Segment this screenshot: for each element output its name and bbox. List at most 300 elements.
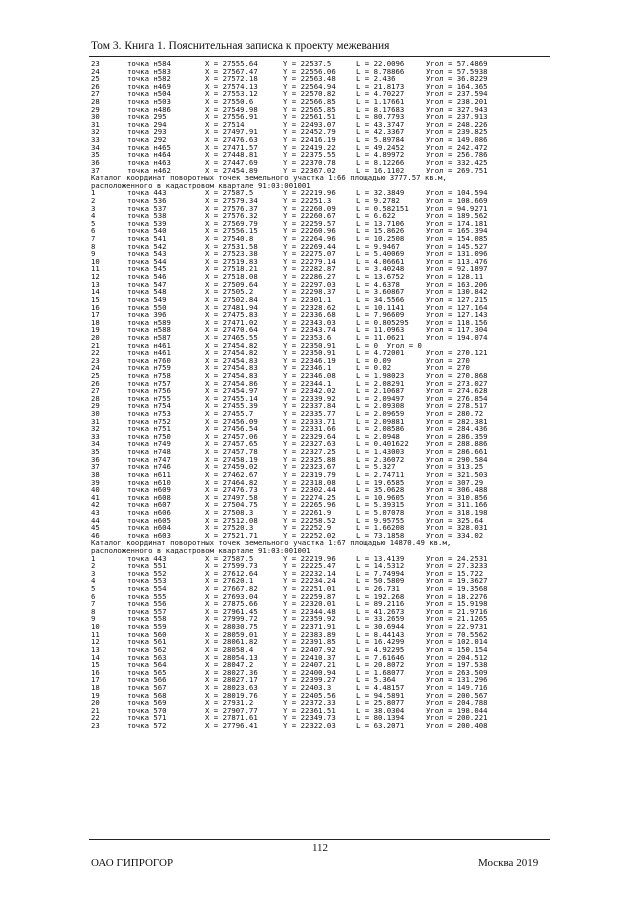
coord-x: X = 27523.38 — [205, 249, 258, 259]
coord-y: Y = 22260.96 — [283, 226, 336, 236]
coord-y: Y = 22259.57 — [283, 218, 336, 228]
segment-length: L = 15.8626 — [356, 226, 405, 236]
direction-angle: Угол = 131.296 — [426, 675, 488, 685]
direction-angle: Угол = 286.661 — [426, 447, 488, 457]
coord-y: Y = 22269.44 — [283, 241, 336, 251]
point-number: 21 — [91, 705, 100, 715]
segment-length: L = 1.68077 — [356, 667, 405, 677]
coord-x: X = 27875.66 — [205, 599, 258, 609]
coord-y: Y = 22400.94 — [283, 667, 336, 677]
coord-y: Y = 22327.63 — [283, 439, 336, 449]
point-number: 5 — [91, 218, 96, 228]
direction-angle: Угол = 239.825 — [426, 127, 488, 137]
direction-angle: Угол = 313.25 — [426, 462, 484, 472]
direction-angle: Угол = 165.394 — [426, 226, 488, 236]
coord-x: X = 27476.73 — [205, 485, 258, 495]
coord-y: Y = 22371.91 — [283, 622, 336, 632]
direction-angle: Угол = 145.527 — [426, 241, 488, 251]
direction-angle: Угол = 154.085 — [426, 234, 488, 244]
point-number: 35 — [91, 447, 100, 457]
point-name: точка 539 — [127, 218, 167, 228]
point-name: точка 396 — [127, 310, 167, 320]
segment-length: L = 5.364 — [356, 675, 396, 685]
direction-angle: Угол = 290.584 — [426, 454, 488, 464]
point-name: точка 443 — [127, 188, 167, 198]
coord-x: X = 27454.83 — [205, 355, 258, 365]
point-name: точка 562 — [127, 644, 167, 654]
point-number: 23 — [91, 355, 100, 365]
point-name: точка н461 — [127, 348, 171, 358]
segment-length: L = 5.07078 — [356, 507, 405, 517]
coord-x: X = 27454.82 — [205, 348, 258, 358]
coord-y: Y = 22383.89 — [283, 629, 336, 639]
point-number: 44 — [91, 515, 100, 525]
point-name: точка 547 — [127, 279, 167, 289]
coord-x: X = 27447.69 — [205, 157, 258, 167]
coord-y: Y = 22219.96 — [283, 553, 336, 563]
point-number: 31 — [91, 416, 100, 426]
direction-angle: Угол = 325.64 — [426, 515, 484, 525]
point-name: точка 443 — [127, 553, 167, 563]
point-name: точка н746 — [127, 462, 171, 472]
point-number: 12 — [91, 272, 100, 282]
direction-angle: Угол = 27.3233 — [426, 561, 488, 571]
segment-length: L = 13.6752 — [356, 272, 405, 282]
point-name: точка 543 — [127, 249, 167, 259]
point-number: 26 — [91, 378, 100, 388]
coord-x: X = 27620.1 — [205, 576, 254, 586]
point-number: 19 — [91, 690, 100, 700]
segment-length: L = 25.8077 — [356, 698, 405, 708]
point-name: точка 292 — [127, 135, 167, 145]
point-number: 43 — [91, 507, 100, 517]
direction-angle: Угол = 15.9198 — [426, 599, 488, 609]
coord-x: X = 27464.82 — [205, 477, 258, 487]
segment-length: L = 3.60867 — [356, 287, 405, 297]
point-number: 28 — [91, 97, 100, 107]
point-name: точка н587 — [127, 332, 171, 342]
coord-y: Y = 22252.02 — [283, 530, 336, 540]
segment-length: L = 0 Угол = 0 — [356, 340, 422, 350]
direction-angle: Угол = 311.166 — [426, 500, 488, 510]
point-name: точка н611 — [127, 469, 171, 479]
coord-y: Y = 22327.25 — [283, 447, 336, 457]
direction-angle: Угол = 127.164 — [426, 302, 488, 312]
coord-x: X = 27576.37 — [205, 203, 258, 213]
coord-x: X = 27567.47 — [205, 66, 258, 76]
point-number: 42 — [91, 500, 100, 510]
point-number: 10 — [91, 622, 100, 632]
point-name: точка н584 — [127, 59, 171, 68]
segment-length: L = 8.78866 — [356, 66, 405, 76]
segment-length: L = 41.2673 — [356, 606, 405, 616]
point-name: точка н607 — [127, 500, 171, 510]
direction-angle: Угол = 19.3627 — [426, 576, 488, 586]
coord-y: Y = 22344.48 — [283, 606, 336, 616]
point-name: точка н758 — [127, 370, 171, 380]
coord-x: X = 27481.94 — [205, 302, 258, 312]
point-name: точка н463 — [127, 157, 171, 167]
segment-length: L = 6.622 — [356, 211, 396, 221]
point-number: 26 — [91, 81, 100, 91]
coord-x: X = 27454.86 — [205, 378, 258, 388]
point-name: точка 550 — [127, 302, 167, 312]
point-name: точка н465 — [127, 142, 171, 152]
direction-angle: Угол = 278.517 — [426, 401, 488, 411]
coord-x: X = 27454.82 — [205, 340, 258, 350]
segment-length: L = 49.2452 — [356, 142, 405, 152]
coord-y: Y = 22419.22 — [283, 142, 336, 152]
direction-angle: Угол = 131.096 — [426, 249, 488, 259]
coord-y: Y = 22343.74 — [283, 325, 336, 335]
segment-length: L = 9.9467 — [356, 241, 400, 251]
point-name: точка 558 — [127, 614, 167, 624]
coord-x: X = 27531.58 — [205, 241, 258, 251]
coord-y: Y = 22367.02 — [283, 165, 336, 175]
point-name: точка н759 — [127, 363, 171, 373]
coord-x: X = 27579.34 — [205, 195, 258, 205]
coord-x: X = 27509.64 — [205, 279, 258, 289]
coord-y: Y = 22565.85 — [283, 104, 336, 114]
coord-x: X = 27796.41 — [205, 721, 258, 731]
segment-length: L = 10.9605 — [356, 492, 405, 502]
coord-x: X = 27667.82 — [205, 584, 258, 594]
coord-y: Y = 22329.64 — [283, 431, 336, 441]
coord-y: Y = 22225.47 — [283, 561, 336, 571]
point-number: 22 — [91, 713, 100, 723]
point-name: точка 571 — [127, 713, 167, 723]
point-number: 33 — [91, 135, 100, 145]
coord-x: X = 27505.2 — [205, 287, 254, 297]
coord-y: Y = 22350.91 — [283, 348, 336, 358]
point-number: 7 — [91, 234, 96, 244]
segment-length: L = 4.89972 — [356, 150, 405, 160]
point-number: 19 — [91, 325, 100, 335]
point-name: точка н464 — [127, 150, 171, 160]
direction-angle: Угол = 286.359 — [426, 431, 488, 441]
segment-length: L = 13.7106 — [356, 218, 405, 228]
coord-x: X = 27569.79 — [205, 218, 258, 228]
coord-y: Y = 22320.01 — [283, 599, 336, 609]
point-number: 8 — [91, 241, 96, 251]
segment-length: L = 3.40248 — [356, 264, 405, 274]
point-name: точка 572 — [127, 721, 167, 731]
point-number: 32 — [91, 127, 100, 137]
point-number: 36 — [91, 454, 100, 464]
direction-angle: Угол = 128.11 — [426, 272, 484, 282]
point-name: точка 559 — [127, 622, 167, 632]
coord-x: X = 27454.89 — [205, 165, 258, 175]
point-number: 45 — [91, 523, 100, 533]
direction-angle: Угол = 164.365 — [426, 81, 488, 91]
coord-y: Y = 22319.79 — [283, 469, 336, 479]
point-name: точка 541 — [127, 234, 167, 244]
coord-y: Y = 22375.55 — [283, 150, 336, 160]
direction-angle: Угол = 21.1265 — [426, 614, 488, 624]
point-number: 7 — [91, 599, 96, 609]
coord-x: X = 27587.5 — [205, 188, 254, 198]
segment-length: L = 16.1102 — [356, 165, 405, 175]
point-number: 25 — [91, 370, 100, 380]
coord-x: X = 28054.13 — [205, 652, 258, 662]
segment-length: L = 50.5809 — [356, 576, 405, 586]
point-number: 2 — [91, 561, 96, 571]
direction-angle: Угол = 194.074 — [426, 332, 488, 342]
point-name: точка 553 — [127, 576, 167, 586]
point-name: точка 555 — [127, 591, 167, 601]
point-number: 24 — [91, 66, 100, 76]
direction-angle: Угол = 273.027 — [426, 378, 488, 388]
coord-x: X = 28047.2 — [205, 660, 254, 670]
point-number: 24 — [91, 363, 100, 373]
segment-length: L = 63.2071 — [356, 721, 405, 731]
direction-angle: Угол = 237.913 — [426, 112, 488, 122]
point-number: 37 — [91, 462, 100, 472]
coord-x: X = 27518.08 — [205, 272, 258, 282]
header-divider — [89, 56, 550, 57]
coord-x: X = 27455.14 — [205, 393, 258, 403]
point-number: 39 — [91, 477, 100, 487]
segment-length: L = 43.3747 — [356, 119, 405, 129]
coord-x: X = 28061.82 — [205, 637, 258, 647]
coord-y: Y = 22336.68 — [283, 310, 336, 320]
point-number: 13 — [91, 644, 100, 654]
point-number: 20 — [91, 698, 100, 708]
direction-angle: Угол = 307.29 — [426, 477, 484, 487]
point-number: 13 — [91, 279, 100, 289]
footer-city-year: Москва 2019 — [478, 857, 539, 869]
point-name: точка 538 — [127, 211, 167, 221]
coord-x: X = 28058.4 — [205, 644, 254, 654]
segment-length: L = 38.0304 — [356, 705, 405, 715]
coord-y: Y = 22359.92 — [283, 614, 336, 624]
coord-x: X = 27693.04 — [205, 591, 258, 601]
point-number: 6 — [91, 226, 96, 236]
direction-angle: Угол = 274.628 — [426, 386, 488, 396]
coord-y: Y = 22318.08 — [283, 477, 336, 487]
segment-length: L = 7.61646 — [356, 652, 405, 662]
direction-angle: Угол = 108.669 — [426, 195, 488, 205]
point-number: 2 — [91, 195, 96, 205]
coord-x: X = 27470.64 — [205, 325, 258, 335]
point-number: 27 — [91, 386, 100, 396]
direction-angle: Угол = 270 — [426, 363, 470, 373]
coord-x: X = 27999.72 — [205, 614, 258, 624]
point-name: точка 570 — [127, 705, 167, 715]
direction-angle: Угол = 163.206 — [426, 279, 488, 289]
point-number: 15 — [91, 294, 100, 304]
point-name: точка н751 — [127, 424, 171, 434]
coord-y: Y = 22260.09 — [283, 203, 336, 213]
coord-x: X = 27502.84 — [205, 294, 258, 304]
direction-angle: Угол = 238.201 — [426, 97, 488, 107]
point-name: точка н610 — [127, 477, 171, 487]
point-name: точка 549 — [127, 294, 167, 304]
point-name: точка н486 — [127, 104, 171, 114]
direction-angle: Угол = 22.9731 — [426, 622, 488, 632]
coord-x: X = 27454.83 — [205, 363, 258, 373]
direction-angle: Угол = 57.4869 — [426, 59, 488, 68]
point-number: 16 — [91, 302, 100, 312]
coord-y: Y = 22372.33 — [283, 698, 336, 708]
point-number: 17 — [91, 310, 100, 320]
coord-x: X = 27455.7 — [205, 409, 254, 419]
point-number: 1 — [91, 188, 96, 198]
point-number: 31 — [91, 119, 100, 129]
segment-length: L = 2.36072 — [356, 454, 405, 464]
segment-length: L = 30.6944 — [356, 622, 405, 632]
segment-length: L = 34.5566 — [356, 294, 405, 304]
segment-length: L = 5.89784 — [356, 135, 405, 145]
segment-length: L = 13.4139 — [356, 553, 405, 563]
point-number: 28 — [91, 393, 100, 403]
coord-x: X = 27465.55 — [205, 332, 258, 342]
coord-y: Y = 22297.03 — [283, 279, 336, 289]
segment-length: L = 0.09 — [356, 355, 392, 365]
coord-y: Y = 22564.94 — [283, 81, 336, 91]
direction-angle: Угол = 204.512 — [426, 652, 488, 662]
direction-angle: Угол = 282.381 — [426, 416, 488, 426]
point-name: точка 295 — [127, 112, 167, 122]
section-title: Каталог координат поворотных точек земельного участка 1:66 площадью 3777.57 кв.м, — [91, 173, 447, 183]
table-row — [91, 722, 551, 730]
segment-length: L = 14.5312 — [356, 561, 405, 571]
coord-x: X = 27455.39 — [205, 401, 258, 411]
point-number: 23 — [91, 59, 100, 68]
coord-x: X = 28023.63 — [205, 682, 258, 692]
direction-angle: Угол = 263.509 — [426, 667, 488, 677]
direction-angle: Угол = 200.221 — [426, 713, 488, 723]
coord-y: Y = 22337.84 — [283, 401, 336, 411]
direction-angle: Угол = 200.408 — [426, 721, 488, 731]
coord-y: Y = 22346.19 — [283, 355, 336, 365]
coord-y: Y = 22342.02 — [283, 386, 336, 396]
point-name: точка н605 — [127, 515, 171, 525]
segment-length: L = 1.66208 — [356, 523, 405, 533]
coord-y: Y = 22566.85 — [283, 97, 336, 107]
direction-angle: Угол = 310.856 — [426, 492, 488, 502]
point-name: точка 294 — [127, 119, 167, 129]
segment-length: L = 5.40069 — [356, 249, 405, 259]
coord-x: X = 28027.17 — [205, 675, 258, 685]
coord-y: Y = 22405.56 — [283, 690, 336, 700]
point-name: точка н609 — [127, 485, 171, 495]
coord-y: Y = 22275.07 — [283, 249, 336, 259]
point-number: 30 — [91, 409, 100, 419]
segment-length: L = 19.6585 — [356, 477, 405, 487]
direction-angle: Угол = 18.2276 — [426, 591, 488, 601]
coord-y: Y = 22286.27 — [283, 272, 336, 282]
segment-length: L = 8.12266 — [356, 157, 405, 167]
point-name: точка н752 — [127, 416, 171, 426]
coord-x: X = 27931.2 — [205, 698, 254, 708]
segment-length: L = 9.2782 — [356, 195, 400, 205]
segment-length: L = 22.0096 — [356, 59, 405, 68]
coord-y: Y = 22302.44 — [283, 485, 336, 495]
coord-y: Y = 22350.91 — [283, 340, 336, 350]
segment-length: L = 2.09308 — [356, 401, 405, 411]
point-name: точка н604 — [127, 523, 171, 533]
point-number: 12 — [91, 637, 100, 647]
point-number: 27 — [91, 89, 100, 99]
point-name: точка 551 — [127, 561, 167, 571]
point-name: точка н461 — [127, 340, 171, 350]
coord-x: X = 27457.06 — [205, 431, 258, 441]
coord-y: Y = 22274.25 — [283, 492, 336, 502]
segment-length: L = 1.43003 — [356, 447, 405, 457]
segment-length: L = 21.8173 — [356, 81, 405, 91]
direction-angle: Угол = 15.722 — [426, 568, 484, 578]
coord-y: Y = 22335.77 — [283, 409, 336, 419]
point-number: 22 — [91, 348, 100, 358]
coord-x: X = 27871.61 — [205, 713, 258, 723]
coord-x: X = 27504.75 — [205, 500, 258, 510]
coord-y: Y = 22258.52 — [283, 515, 336, 525]
coord-x: X = 27454.97 — [205, 386, 258, 396]
point-number: 33 — [91, 431, 100, 441]
segment-length: L = 2.08586 — [356, 424, 405, 434]
point-number: 41 — [91, 492, 100, 502]
segment-length: L = 26.731 — [356, 584, 400, 594]
point-name: точка 563 — [127, 652, 167, 662]
coord-x: X = 28027.36 — [205, 667, 258, 677]
coord-y: Y = 22407.21 — [283, 660, 336, 670]
direction-angle: Угол = 306.488 — [426, 485, 488, 495]
point-number: 9 — [91, 249, 96, 259]
coord-y: Y = 22561.51 — [283, 112, 336, 122]
coord-x: X = 27458.19 — [205, 454, 258, 464]
coord-x: X = 27574.13 — [205, 81, 258, 91]
direction-angle: Угол = 248.226 — [426, 119, 488, 129]
direction-angle: Угол = 130.842 — [426, 287, 488, 297]
point-name: точка н503 — [127, 97, 171, 107]
direction-angle: Угол = 127.215 — [426, 294, 488, 304]
coord-y: Y = 22298.37 — [283, 287, 336, 297]
point-name: точка 548 — [127, 287, 167, 297]
direction-angle: Угол = 127.143 — [426, 310, 488, 320]
section-title: Каталог координат поворотных точек земельного участка 1:67 площадью 14870.49 кв.м, — [91, 538, 452, 548]
direction-angle: Угол = 242.472 — [426, 142, 488, 152]
point-number: 34 — [91, 439, 100, 449]
segment-length: L = 2.436 — [356, 74, 396, 84]
coord-x: X = 27448.81 — [205, 150, 258, 160]
point-number: 29 — [91, 401, 100, 411]
coord-y: Y = 22563.48 — [283, 74, 336, 84]
direction-angle: Угол = 104.594 — [426, 188, 488, 198]
point-name: точка 545 — [127, 264, 167, 274]
point-name: точка 566 — [127, 675, 167, 685]
direction-angle: Угол = 327.943 — [426, 104, 488, 114]
point-number: 18 — [91, 682, 100, 692]
coord-y: Y = 22323.67 — [283, 462, 336, 472]
direction-angle: Угол = 280.72 — [426, 409, 484, 419]
point-name: точка 569 — [127, 698, 167, 708]
point-number: 11 — [91, 629, 100, 639]
direction-angle: Угол = 237.594 — [426, 89, 488, 99]
coord-x: X = 27471.02 — [205, 317, 258, 327]
segment-length: L = 8.17683 — [356, 104, 405, 114]
point-number: 11 — [91, 264, 100, 274]
point-number: 37 — [91, 165, 100, 175]
coord-y: Y = 22346.1 — [283, 363, 332, 373]
segment-length: L = 0.02 — [356, 363, 392, 373]
direction-angle: Угол = 332.425 — [426, 157, 488, 167]
coord-x: X = 27961.45 — [205, 606, 258, 616]
point-name: точка н760 — [127, 355, 171, 365]
point-number: 1 — [91, 553, 96, 563]
coord-x: X = 27456.54 — [205, 424, 258, 434]
coord-x: X = 27454.83 — [205, 370, 258, 380]
